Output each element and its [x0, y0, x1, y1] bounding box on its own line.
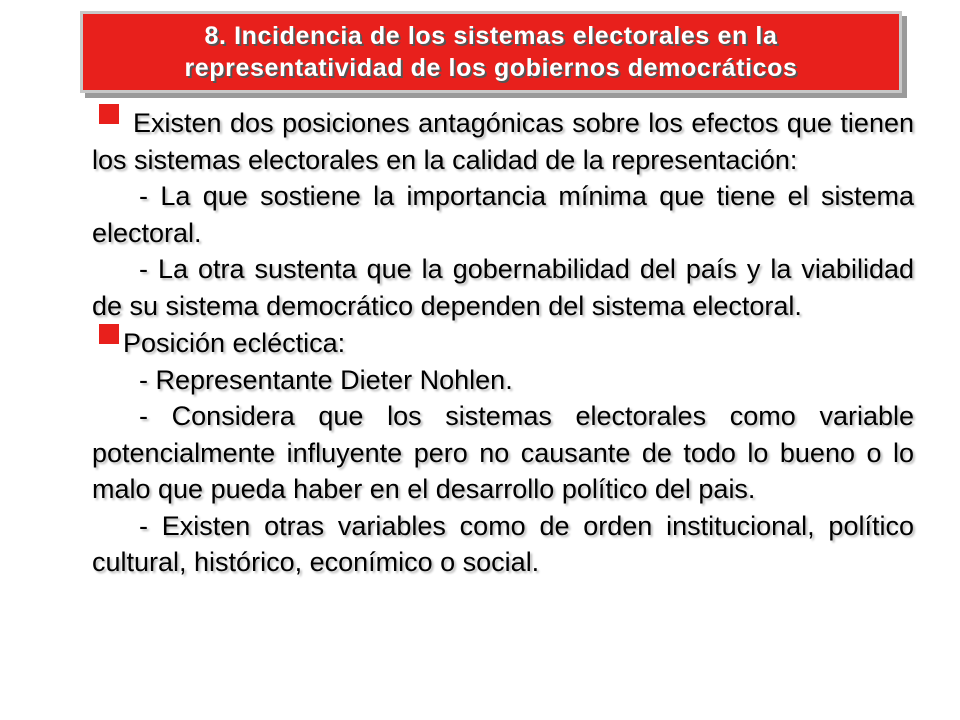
title-banner [80, 11, 902, 93]
title-line-2: representatividad de los gobiernos democráticos [184, 54, 798, 82]
paragraph-other-variables: - Existen otras variables como de orden institucional, político cultural, histórico, econímico o social. [92, 510, 914, 577]
paragraph-governability: - La otra sustenta que la gobernabilidad del país y la viabilidad de su sistema democrático dependen del sistema electoral. [92, 254, 914, 321]
title-line-1: 8. Incidencia de los sistemas electorales en la [204, 22, 778, 50]
paragraph-representative: - Representante Dieter Nohlen. [139, 364, 513, 395]
slide-body [92, 104, 914, 581]
paragraph-text: Existen dos posiciones antagónicas sobre los efectos que tienen los sistemas electorales en la calidad de la representación: [92, 108, 914, 175]
paragraph-minimal-importance: - La que sostiene la importancia mínima que tiene el sistema electoral. [92, 181, 914, 248]
paragraph-eclectic-position [92, 324, 914, 362]
square-bullet-icon [99, 104, 119, 124]
paragraph-considers: - Considera que los sistemas electorales como variable potencialmente influyente pero no causante de todo lo bueno o lo malo que pueda haber en el desarrollo político del pais. [92, 401, 914, 504]
square-bullet-icon [99, 324, 119, 344]
paragraph-positions-intro [92, 104, 914, 178]
paragraph-text: Posición ecléctica: [123, 328, 346, 358]
